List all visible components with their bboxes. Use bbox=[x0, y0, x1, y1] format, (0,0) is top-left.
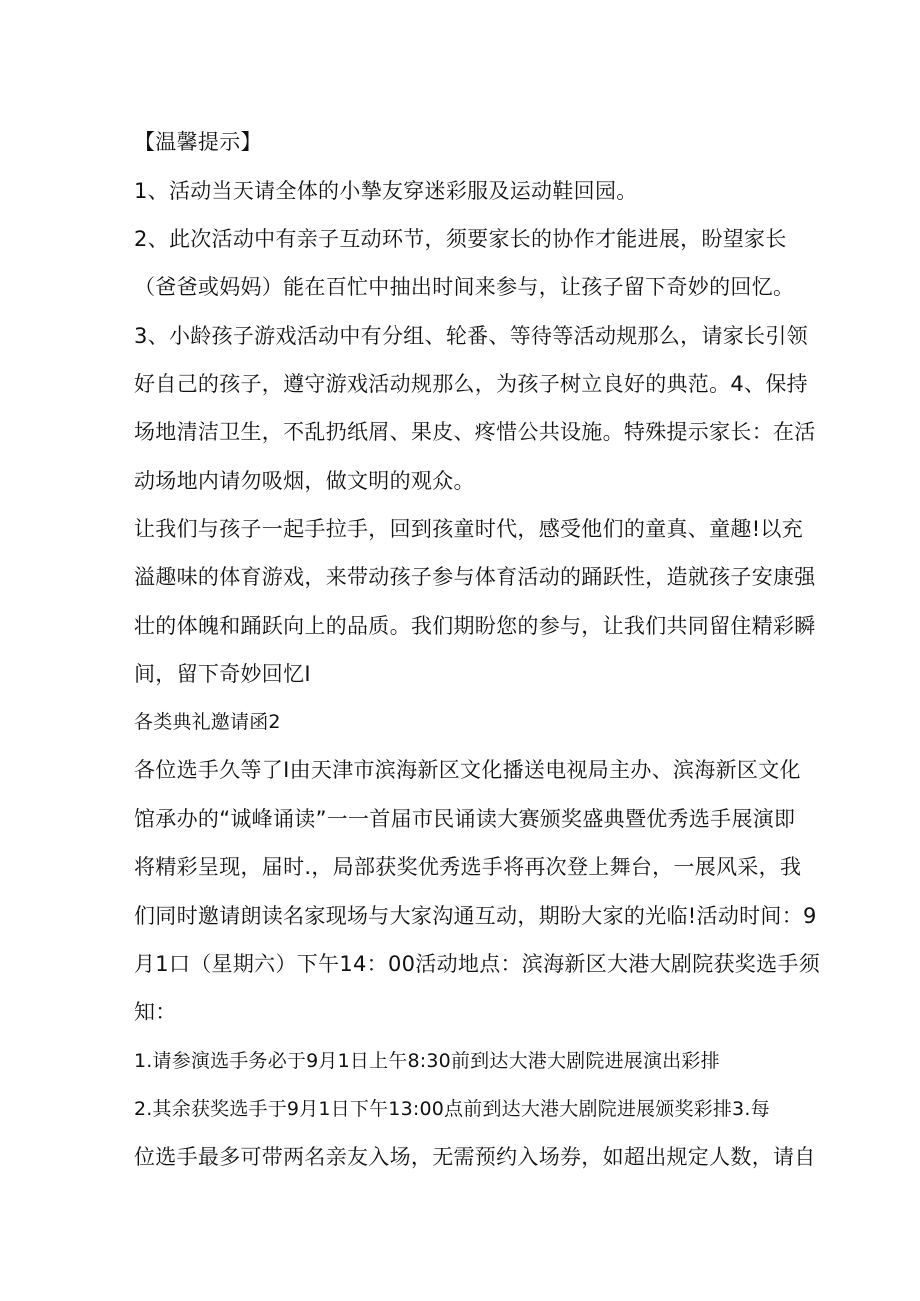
paragraph-line-2: 溢趣味的体育游戏，来带动孩子参与体育活动的踊跃性，造就孩子安康强 bbox=[134, 565, 816, 589]
invitation-line-3: 将精彩呈现，届时.，局部获奖优秀选手将再次登上舞台，一展风采，我 bbox=[134, 855, 802, 879]
tip-line-1: 1、活动当天请全体的小摯友穿迷彩服及运动鞋回园。 bbox=[134, 179, 638, 203]
paragraph-line-4: 间，留下奇妙回忆I bbox=[134, 662, 311, 686]
heading-warm-tips: 【温馨提示】 bbox=[134, 130, 262, 154]
invitation-line-6: 知： bbox=[134, 1000, 177, 1024]
notice-line-2: 2.其余获奖选手于9月1日下午13:00点前到达大港大剧院进展颁奖彩排3.每 bbox=[134, 1098, 770, 1120]
invitation-line-2: 馆承办的“诚峰诵读”一一首届市民诵读大赛颁奖盛典暨优秀选手展演即 bbox=[134, 807, 796, 831]
notice-line-3: 位选手最多可带两名亲友入场，无需预约入场券，如超出规定人数，请自 bbox=[134, 1145, 816, 1169]
invitation-line-5: 月1口（星期六）下午14：00活动地点：滨海新区大港大剧院获奖选手须 bbox=[134, 952, 821, 976]
notice-line-1: 1.请参演选手务必于9月1日上午8:30前到达大港大剧院进展演出彩排 bbox=[134, 1050, 720, 1072]
tip-line-5: 好自己的孩子，遵守游戏活动规那么，为孩子树立良好的典范。4、保持 bbox=[134, 372, 808, 396]
paragraph-line-1: 让我们与孩子一起手拉手，回到孩童时代，感受他们的童真、童趣!以充 bbox=[134, 517, 804, 541]
invitation-line-4: 们同时邀请朗读名家现场与大家沟通互动，期盼大家的光临!活动时间：9 bbox=[134, 904, 817, 928]
paragraph-line-3: 壮的体魄和踊跃向上的品质。我们期盼您的参与，让我们共同留住精彩瞬 bbox=[134, 614, 816, 638]
tip-line-6: 场地清洁卫生，不乱扔纸屑、果皮、疼惜公共设施。特殊提示家长：在活 bbox=[134, 420, 816, 444]
tip-line-2: 2、此次活动中有亲子互动环节，须要家长的协作才能进展，盼望家长 bbox=[134, 227, 787, 251]
tip-line-3: （爸爸或妈妈）能在百忙中抽出时间来参与，让孩子留下奇妙的回忆。 bbox=[134, 275, 795, 299]
section-title: 各类典礼邀请函2 bbox=[134, 711, 281, 733]
invitation-line-1: 各位选手久等了I由天津市滨海新区文化播送电视局主办、滨海新区文化 bbox=[134, 758, 801, 782]
tip-line-4: 3、小龄孩子游戏活动中有分组、轮番、等待等活动规那么，请家长引领 bbox=[134, 324, 808, 348]
tip-line-7: 动场地内请勿吸烟，做文明的观众。 bbox=[134, 469, 475, 493]
